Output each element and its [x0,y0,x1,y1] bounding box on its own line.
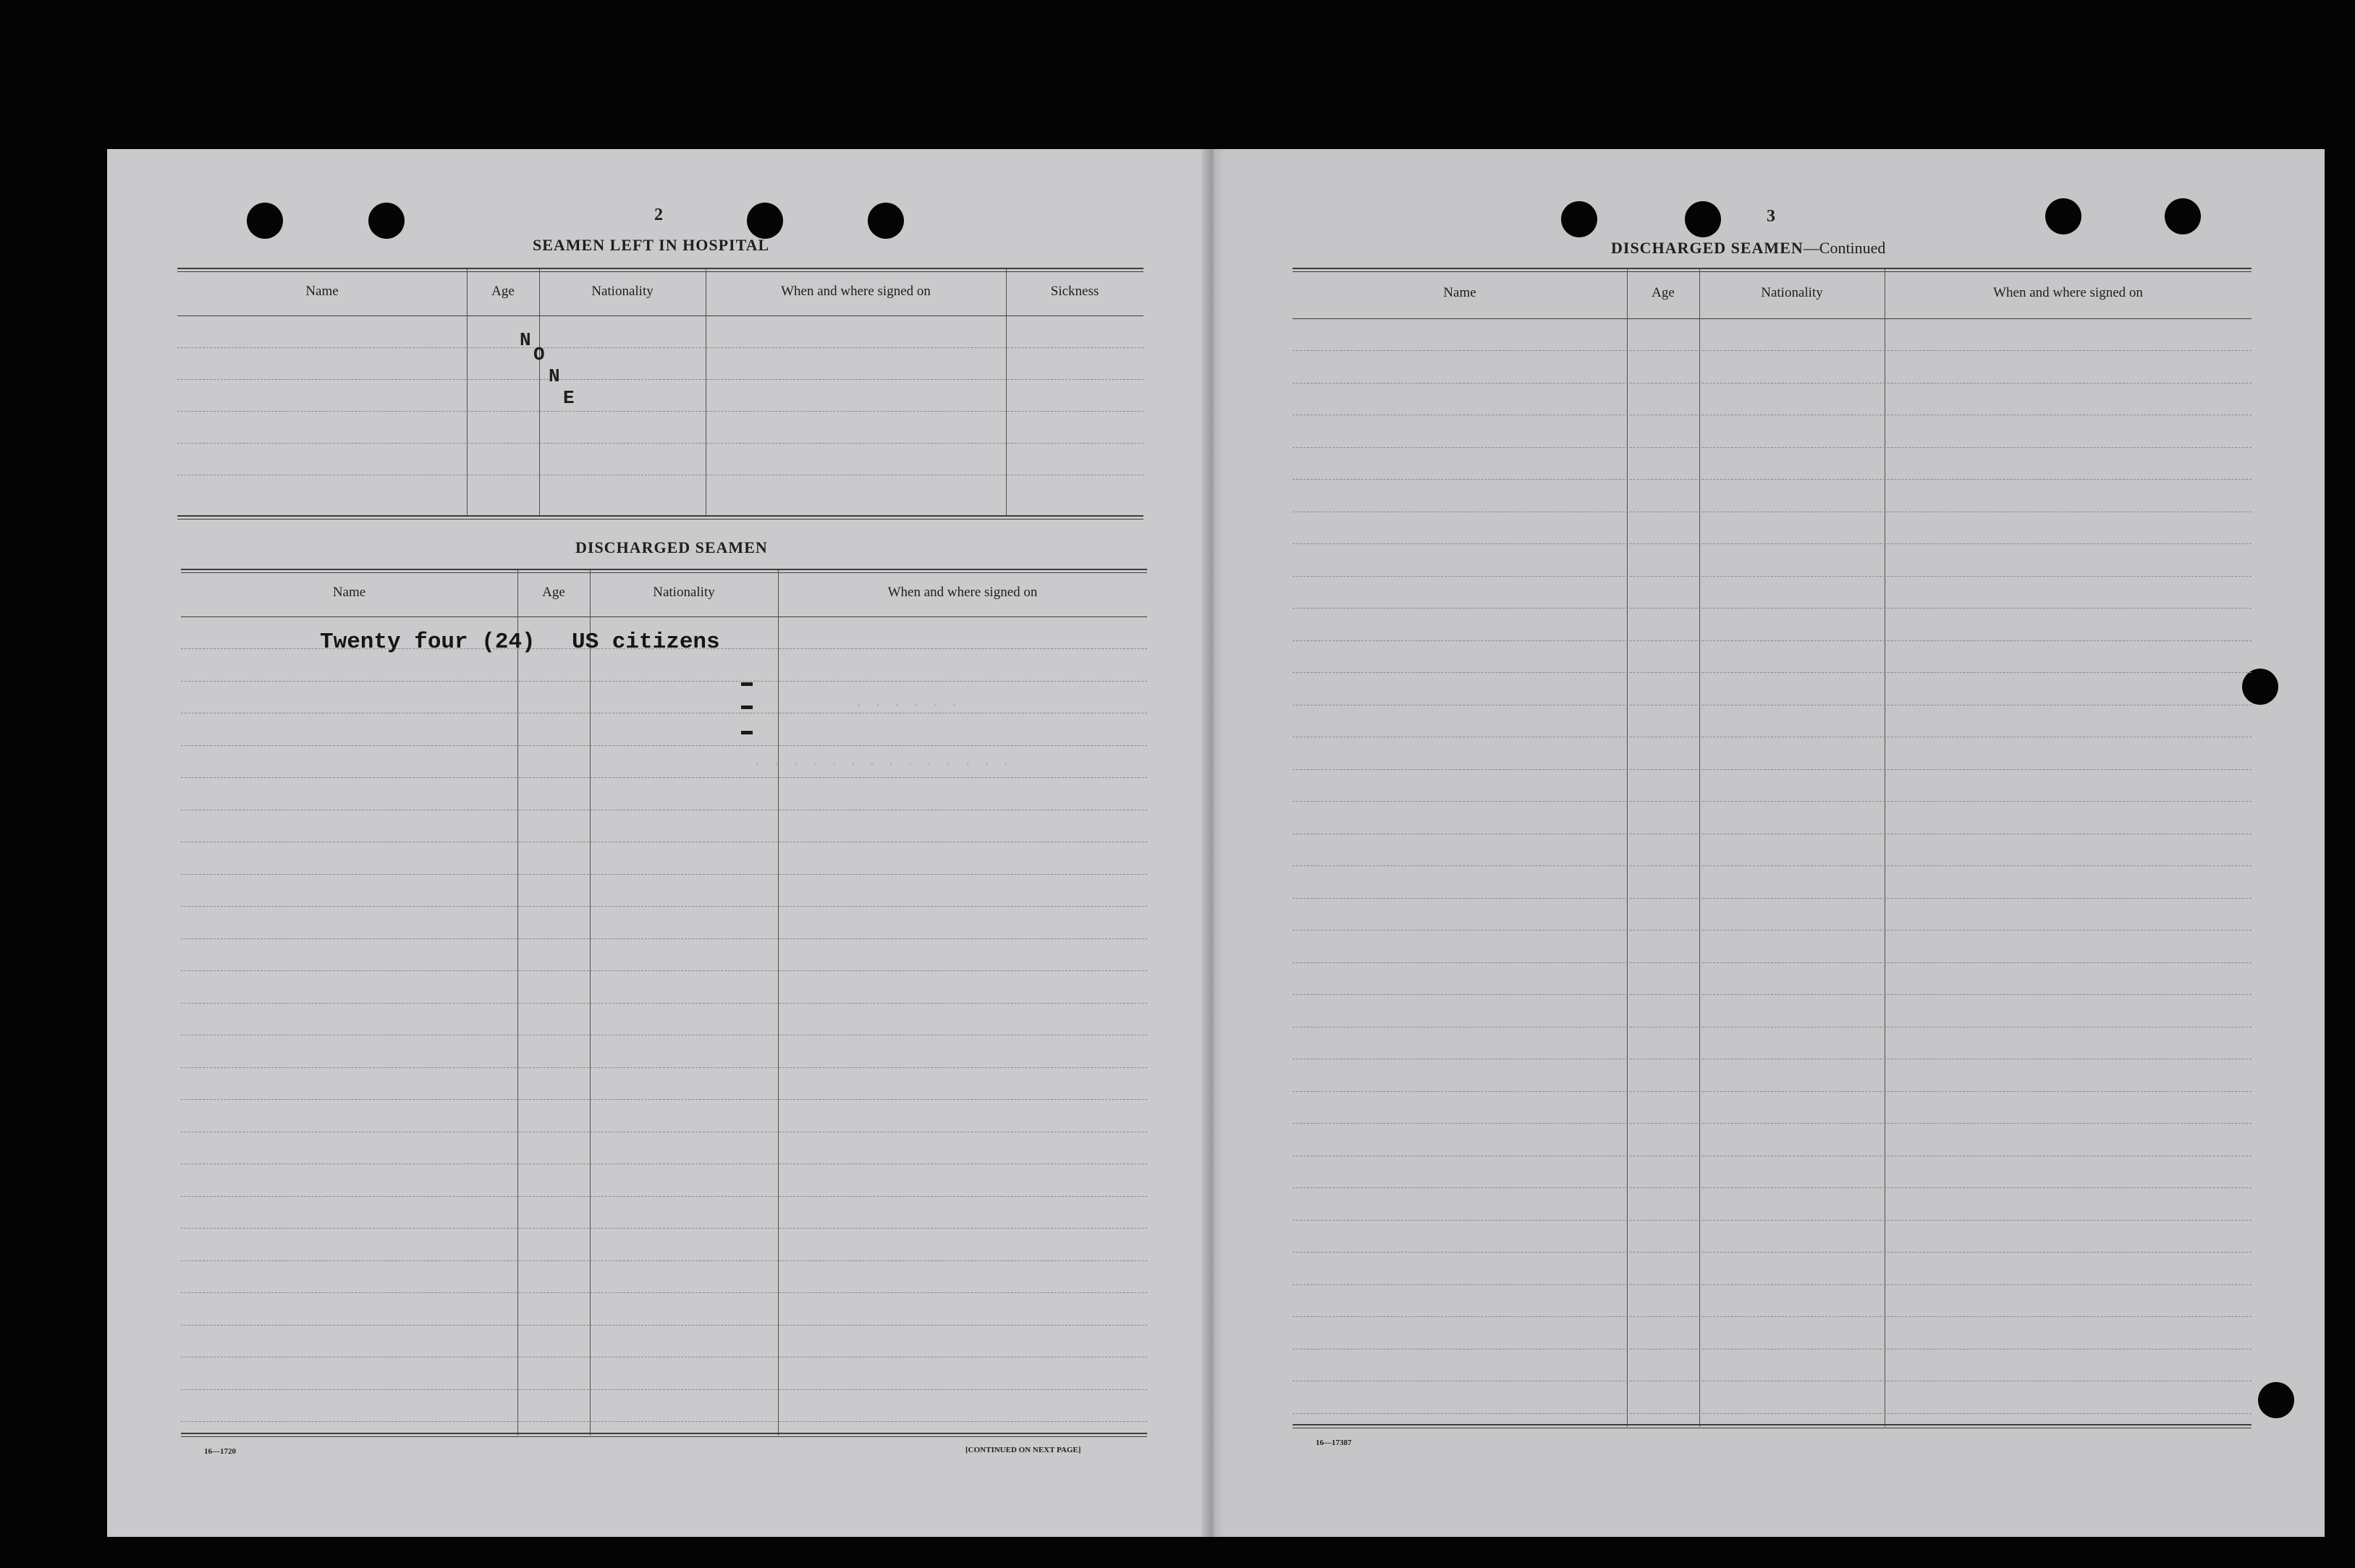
right-top-rule-2 [1293,271,2252,272]
hospital-header-nationality: Nationality [591,284,654,299]
ruled-line [181,1325,1147,1326]
right-section-title-suffix: —Continued [1803,239,1886,257]
ruled-line [181,1421,1147,1422]
typed-none-letter: O [533,344,545,365]
typed-seamen-count: Twenty four (24) [320,630,536,655]
hospital-header-name: Name [305,284,339,299]
ditto-dash [741,731,753,734]
right-header-age: Age [1652,285,1675,300]
form-number-left: 16—1720 [204,1447,236,1456]
left-page [107,149,1213,1537]
ruled-line [181,1228,1147,1229]
discharged-bottom-rule-2 [181,1436,1147,1437]
ruled-line [1293,350,2252,351]
ruled-line [1293,1187,2252,1188]
ruled-line [181,906,1147,907]
ruled-line [1293,1123,2252,1124]
ruled-line [1293,1284,2252,1285]
hospital-col-divider [467,269,468,515]
hospital-top-rule [177,268,1143,269]
ruled-line [181,1099,1147,1100]
typed-none-letter: N [549,365,560,387]
ruled-line [1293,962,2252,963]
ruled-line [181,1292,1147,1293]
right-header-name: Name [1443,285,1476,300]
page-number-right: 3 [1767,207,1775,226]
continued-note: [CONTINUED ON NEXT PAGE] [965,1446,1081,1454]
ruled-line [1293,576,2252,577]
hospital-top-rule-2 [177,271,1143,272]
right-section-title-main: DISCHARGED SEAMEN [1611,239,1804,257]
discharged-top-rule [181,569,1147,570]
ruled-line [1293,672,2252,673]
hospital-col-divider [1006,269,1007,515]
punch-hole [368,203,405,239]
ruled-line [1293,1413,2252,1414]
ruled-line [1293,1316,2252,1317]
ruled-line [1293,640,2252,641]
right-bottom-rule [1293,1424,2252,1425]
discharged-header-nationality: Nationality [653,585,715,600]
right-top-rule [1293,268,2252,269]
punch-hole [1685,201,1721,237]
hospital-header-age: Age [491,284,515,299]
form-number-right: 16—17387 [1316,1438,1352,1447]
discharged-header-age: Age [542,585,565,600]
right-col-divider [1627,269,1628,1427]
hospital-header-sickness: Sickness [1050,284,1099,299]
ruled-line [1293,1091,2252,1092]
ruled-line [1293,1220,2252,1221]
ruled-line [181,1389,1147,1390]
punch-hole [868,203,904,239]
right-section-title [1611,239,1885,258]
ruled-line [1293,930,2252,931]
ruled-line [1293,801,2252,802]
typed-none-letter: N [520,329,531,351]
punch-hole [747,203,783,239]
ruled-line [181,745,1147,746]
ruled-line [1293,1252,2252,1253]
book-spine [1201,149,1225,1537]
ruled-line [181,874,1147,875]
bleed-through-text: . . . . . . . . . . . . . . [753,753,1011,771]
punch-hole [2165,198,2201,234]
discharged-top-rule-2 [181,572,1147,573]
hospital-row-line [177,379,1143,380]
ruled-line [181,970,1147,971]
ruled-line [1293,994,2252,995]
right-header-rule [1293,318,2252,319]
right-col-divider [1699,269,1700,1427]
hospital-row-line [177,443,1143,444]
right-page [1213,149,2325,1537]
hospital-row-line [177,347,1143,348]
ditto-dash [741,682,753,686]
punch-hole [1561,201,1597,237]
ruled-line [181,1003,1147,1004]
ruled-line [181,777,1147,778]
ruled-line [181,1067,1147,1068]
ruled-line [1293,898,2252,899]
right-header-signed-on: When and where signed on [1993,285,2143,300]
hospital-header-signed-on: When and where signed on [781,284,931,299]
ruled-line [1293,769,2252,770]
punch-hole [2242,669,2278,705]
ruled-line [1293,447,2252,448]
ruled-line [1293,543,2252,544]
hospital-row-line [177,411,1143,412]
hospital-bottom-rule [177,515,1143,517]
discharged-header-signed-on: When and where signed on [887,585,1038,600]
discharged-bottom-rule [181,1433,1147,1434]
ruled-line [181,938,1147,939]
ditto-dash [741,705,753,709]
ruled-line [1293,479,2252,480]
hospital-section-title: SEAMEN LEFT IN HOSPITAL [533,236,770,254]
ruled-line [1293,865,2252,866]
hospital-bottom-rule-2 [177,519,1143,520]
hospital-col-divider [539,269,540,515]
punch-hole [2258,1382,2294,1418]
discharged-header-name: Name [332,585,366,600]
punch-hole [247,203,283,239]
discharged-header-rule [181,616,1147,617]
ruled-line [181,1260,1147,1261]
punch-hole [2045,198,2081,234]
ruled-line [181,681,1147,682]
bleed-through-text: . . . . . . [854,693,960,711]
discharged-section-title: DISCHARGED SEAMEN [575,538,768,556]
typed-seamen-nationality: US citizens [572,630,720,655]
typed-none-letter: E [563,387,575,409]
page-number-left: 2 [654,205,663,224]
ruled-line [1293,608,2252,609]
ruled-line [181,1196,1147,1197]
hospital-header-rule [177,315,1143,316]
right-header-nationality: Nationality [1761,285,1823,300]
